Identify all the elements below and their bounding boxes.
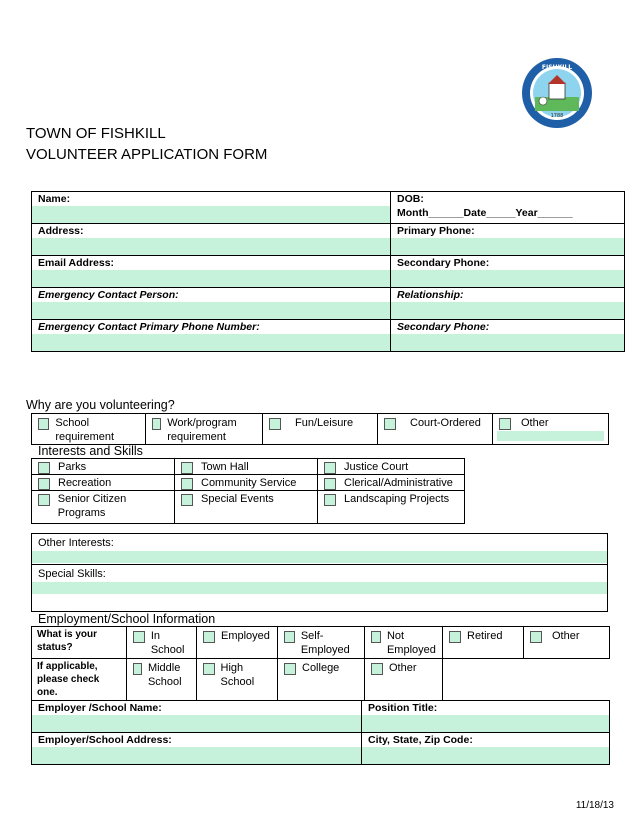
interest-label: Justice Court	[344, 461, 409, 473]
address-field[interactable]	[32, 238, 390, 255]
status-option-label: Employed	[221, 630, 270, 642]
relationship-field[interactable]	[391, 302, 624, 319]
senior-citizen-checkbox[interactable]	[38, 494, 50, 506]
relationship-cell	[391, 288, 625, 320]
emergency-secondary-label: Secondary Phone:	[397, 321, 490, 333]
status-option-label: In School	[150, 630, 185, 656]
school-option-label: Other	[389, 662, 417, 674]
interests-title: Interests and Skills	[38, 444, 143, 458]
employer-label: Employer /School Name:	[38, 702, 162, 714]
parks-checkbox[interactable]	[38, 462, 50, 474]
emergency-contact-label: Emergency Contact Person:	[38, 289, 179, 301]
personal-info-table	[31, 191, 625, 352]
seal-year: 1788	[550, 113, 564, 119]
college-checkbox[interactable]	[284, 663, 296, 675]
primary-phone-cell	[391, 224, 625, 256]
court-ordered-checkbox[interactable]	[384, 418, 396, 430]
title-form: VOLUNTEER APPLICATION FORM	[26, 146, 268, 163]
in-school-checkbox[interactable]	[133, 631, 145, 643]
why-option-label: Court-Ordered	[410, 417, 481, 429]
emergency-contact-field[interactable]	[32, 302, 390, 319]
other-skills-table	[31, 533, 608, 612]
secondary-phone-field[interactable]	[391, 270, 624, 287]
name-field[interactable]	[32, 206, 390, 223]
fun-leisure-checkbox[interactable]	[269, 418, 281, 430]
why-other-checkbox[interactable]	[499, 418, 511, 430]
emergency-phone-cell	[32, 320, 391, 352]
interests-table	[31, 458, 465, 524]
emergency-secondary-field[interactable]	[391, 334, 624, 351]
school-option-label: High School	[220, 662, 255, 688]
status-label: What is your status?	[37, 629, 98, 653]
status-option-label: Retired	[467, 630, 503, 642]
employment-status-table	[31, 626, 610, 701]
dob-label: DOB:	[397, 193, 424, 205]
why-option-label: Work/program requirement	[167, 417, 237, 443]
justice-court-checkbox[interactable]	[324, 462, 336, 474]
city-label: City, State, Zip Code:	[368, 734, 473, 746]
other-interests-field[interactable]	[32, 551, 607, 563]
position-field[interactable]	[362, 715, 609, 732]
school-option-label: College	[302, 662, 340, 674]
town-hall-checkbox[interactable]	[181, 462, 193, 474]
primary-phone-label: Primary Phone:	[397, 225, 475, 237]
why-title: Why are you volunteering?	[26, 398, 175, 412]
why-option-label: Other	[521, 417, 549, 429]
recreation-checkbox[interactable]	[38, 478, 50, 490]
name-cell	[32, 192, 391, 224]
primary-phone-field[interactable]	[391, 238, 624, 255]
position-label: Position Title:	[368, 702, 438, 714]
interest-label: Recreation	[58, 477, 112, 489]
status-option-label: Self-Employed	[300, 630, 350, 656]
interest-label: Community Service	[201, 477, 297, 489]
interest-label: Senior Citizen Programs	[57, 493, 127, 519]
interest-label: Parks	[58, 461, 87, 473]
interest-label: Town Hall	[201, 461, 249, 473]
address-label: Address:	[38, 225, 84, 237]
emergency-phone-label: Emergency Contact Primary Phone Number:	[38, 321, 260, 333]
community-service-checkbox[interactable]	[181, 478, 193, 490]
city-field[interactable]	[362, 747, 609, 764]
clerical-checkbox[interactable]	[324, 478, 336, 490]
email-field[interactable]	[32, 270, 390, 287]
secondary-phone-cell	[391, 256, 625, 288]
special-skills-label: Special Skills:	[38, 568, 106, 580]
middle-school-checkbox[interactable]	[133, 663, 142, 675]
title-town: TOWN OF FISHKILL	[26, 125, 166, 142]
employer-field[interactable]	[32, 715, 361, 732]
school-option-label: Middle School	[147, 662, 182, 688]
emergency-secondary-cell	[391, 320, 625, 352]
not-employed-checkbox[interactable]	[371, 631, 381, 643]
status-other-checkbox[interactable]	[530, 631, 542, 643]
address-cell	[32, 224, 391, 256]
school-requirement-checkbox[interactable]	[38, 418, 49, 430]
special-skills-field[interactable]	[32, 582, 607, 594]
other-interests-label: Other Interests:	[38, 537, 114, 549]
school-other-checkbox[interactable]	[371, 663, 383, 675]
employer-address-field[interactable]	[32, 747, 361, 764]
why-option-label: School requirement	[55, 417, 115, 443]
status-option-label: Other	[552, 630, 580, 642]
email-label: Email Address:	[38, 257, 115, 269]
secondary-phone-label: Secondary Phone:	[397, 257, 490, 269]
employer-address-label: Employer/School Address:	[38, 734, 172, 746]
employer-table	[31, 700, 610, 765]
school-label: If applicable, please check one.	[37, 661, 100, 698]
landscaping-checkbox[interactable]	[324, 494, 336, 506]
town-seal-icon	[521, 57, 593, 129]
interest-label: Clerical/Administrative	[344, 477, 453, 489]
why-other-field[interactable]	[497, 431, 604, 441]
high-school-checkbox[interactable]	[203, 663, 215, 675]
status-option-label: Not Employed	[386, 630, 436, 656]
retired-checkbox[interactable]	[449, 631, 461, 643]
interest-label: Special Events	[201, 493, 274, 505]
self-employed-checkbox[interactable]	[284, 631, 295, 643]
interest-label: Landscaping Projects	[344, 493, 450, 505]
special-events-checkbox[interactable]	[181, 494, 193, 506]
emergency-phone-field[interactable]	[32, 334, 390, 351]
why-option-label: Fun/Leisure	[295, 417, 354, 429]
dob-format[interactable]: Month______Date_____Year______	[397, 207, 573, 219]
relationship-label: Relationship:	[397, 289, 464, 301]
employment-title: Employment/School Information	[38, 612, 216, 626]
why-table	[31, 413, 609, 445]
emergency-contact-cell	[32, 288, 391, 320]
name-label: Name:	[38, 193, 71, 205]
employed-checkbox[interactable]	[203, 631, 215, 643]
footer-date: 11/18/13	[575, 800, 614, 811]
email-cell	[32, 256, 391, 288]
seal-text: FISHKILL	[541, 64, 573, 71]
work-requirement-checkbox[interactable]	[152, 418, 161, 430]
dob-cell	[391, 192, 625, 224]
